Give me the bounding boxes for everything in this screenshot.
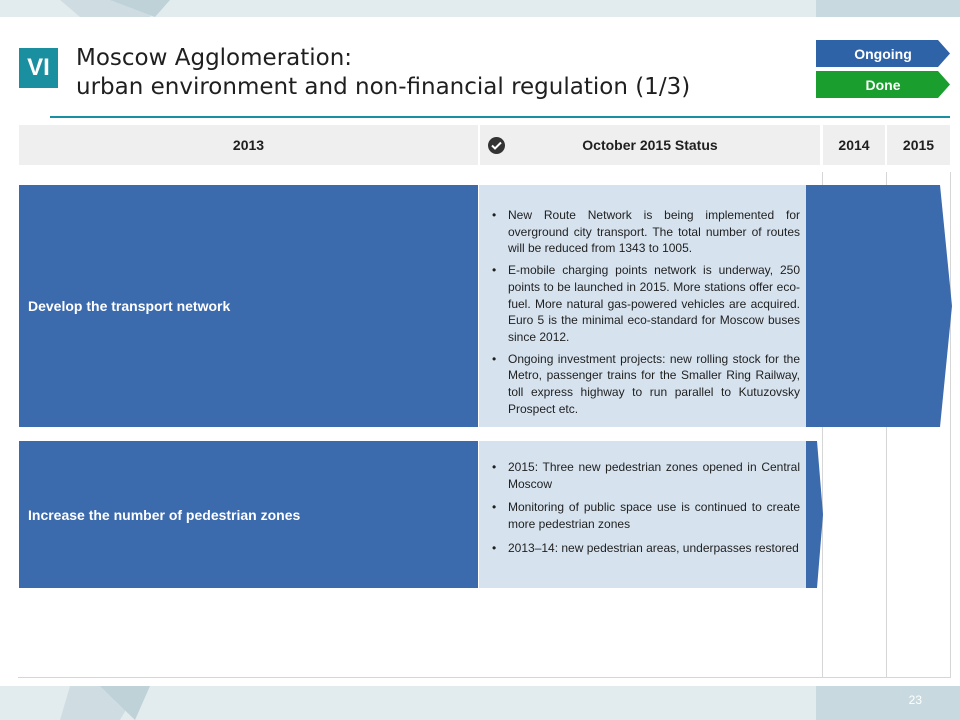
- status-item: • 2013–14: new pedestrian areas, underpasses restored: [487, 540, 800, 557]
- page-title-line1: Moscow Agglomeration:: [76, 45, 353, 71]
- page-number: 23: [908, 693, 922, 707]
- page-title: [76, 44, 690, 102]
- status-cell: [479, 185, 806, 427]
- grid-bottom-line: [18, 677, 951, 678]
- bottom-decor-band: [0, 686, 960, 720]
- title-underline: [50, 116, 950, 118]
- progress-arrow-ongoing: [806, 441, 824, 588]
- status-list: [487, 459, 800, 557]
- status-item: • 2015: Three new pedestrian zones opened in Central Moscow: [487, 459, 800, 492]
- section-badge: VI: [19, 48, 58, 88]
- header-status-label: October 2015 Status: [582, 137, 718, 153]
- header-status: [480, 125, 820, 165]
- top-decor-shapes: [0, 0, 960, 17]
- page-title-line2: urban environment and non-financial regulation (1/3): [76, 74, 691, 100]
- status-item: • Ongoing investment projects: new rolling stock for the Metro, passenger trains for the Smaller Ring Railway, toll express highway to run parallel to Kutuzovsky Prospect etc.: [487, 351, 800, 418]
- top-decor-band: [0, 0, 960, 17]
- bottom-decor-shapes: [0, 686, 960, 720]
- status-item: • Monitoring of public space use is continued to create more pedestrian zones: [487, 499, 800, 532]
- legend-done: [816, 71, 950, 98]
- task-cell: Develop the transport network: [19, 185, 478, 427]
- status-item: • New Route Network is being implemented for overground city transport. The total number of routes will be reduced from 1343 to 1005.: [487, 207, 800, 257]
- status-list: [487, 207, 800, 417]
- header-2014: 2014: [823, 125, 885, 165]
- checkmark-icon: [488, 137, 505, 154]
- legend-done-label: Done: [865, 76, 901, 93]
- legend-ongoing-label: Ongoing: [854, 45, 912, 62]
- legend-ongoing: [816, 40, 950, 67]
- header-2013: 2013: [19, 125, 478, 165]
- status-cell: [479, 441, 806, 588]
- status-item: • E-mobile charging points network is underway, 250 points to be launched in 2015. More stations offer eco-fuel. More natural gas-powered vehicles are acquired. Euro 5 is the minimal eco-standard for Moscow buses since 2012.: [487, 262, 800, 346]
- progress-arrow-ongoing: [806, 185, 952, 427]
- task-cell: Increase the number of pedestrian zones: [19, 441, 478, 588]
- header-2015: 2015: [887, 125, 950, 165]
